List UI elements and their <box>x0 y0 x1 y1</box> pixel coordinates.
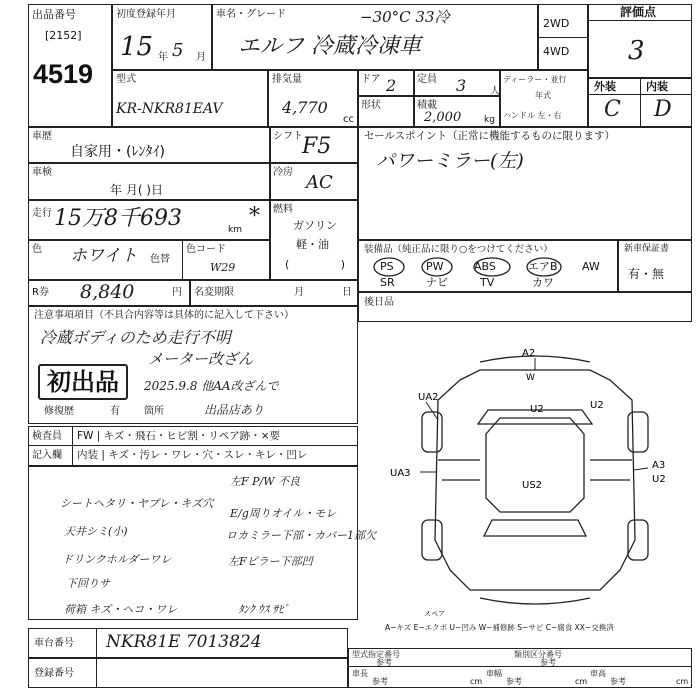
location-value: 出品店あり <box>204 403 265 417</box>
equip-sr: SR <box>380 276 395 289</box>
mark-a3: A3 <box>652 460 666 471</box>
type-cert-ref: 参考 <box>376 658 392 667</box>
cab-roof <box>486 418 584 512</box>
vehicle-diagram <box>380 340 692 620</box>
circle-pw <box>422 258 452 276</box>
damage-legend: A−キズ E−エクボ U−凹み W−補修跡 S−サビ C−腐食 XX−交換済 <box>385 623 614 632</box>
mileage-label: 走行 <box>32 208 52 219</box>
model-label: 型式 <box>116 74 136 85</box>
score-label: 評価点 <box>620 5 657 19</box>
mark-ua2: UA2 <box>418 392 439 403</box>
drive-2wd: 2WD <box>543 17 570 30</box>
notes-label: 注意事項項目（不具合内容等は具体的に記入して下さい） <box>34 310 294 321</box>
later-label: 後日品 <box>364 297 394 308</box>
recycle-label: R券 <box>32 287 49 298</box>
inspection-label: 車検 <box>32 167 52 178</box>
height-label: 車高 <box>590 669 606 678</box>
inspection-text: 年 月( )日 <box>110 183 163 197</box>
disp-unit: cc <box>343 114 354 125</box>
warranty-value: 有・無 <box>628 267 665 281</box>
dealer-label: ディーラー・並行 <box>503 75 567 84</box>
wheel-rl <box>422 520 442 560</box>
comment-4: 天井シミ(小) <box>64 525 128 538</box>
seats-value: 3 <box>456 76 467 95</box>
entry-label: 記入欄 <box>32 450 62 461</box>
notes-date-line: 2025.9.8 他AA改ざんで <box>144 379 279 393</box>
mark-u2-c: U2 <box>652 474 666 485</box>
class-label: 類別区分番号 <box>514 650 562 659</box>
handle-label: ハンドル 左・右 <box>503 111 562 120</box>
ext-value: C <box>604 97 621 122</box>
model-value: KR-NKR81EAV <box>116 101 223 117</box>
load-value: 2,000 <box>424 110 462 125</box>
aircon-value: AC <box>306 172 333 193</box>
equip-abs: ABS <box>474 260 496 273</box>
length-label: 車長 <box>352 669 368 678</box>
equip-leather: カワ <box>532 276 554 289</box>
later-box <box>358 292 692 322</box>
reg-label: 登録番号 <box>34 668 74 679</box>
disp-label: 排気量 <box>272 74 302 85</box>
seats-label: 定員 <box>417 74 437 85</box>
doors-value: 2 <box>386 76 397 95</box>
fuel-other-paren: ( ) <box>285 258 345 271</box>
history-label: 車歴 <box>32 131 52 142</box>
shift-value: F5 <box>302 134 332 159</box>
sales-box <box>358 127 692 240</box>
circle-abs <box>474 258 510 276</box>
name-change-label: 名変期限 <box>194 287 234 298</box>
comments-box <box>28 466 358 620</box>
mark-ua3: UA3 <box>390 468 411 479</box>
comment-1: 左F P/W 不良 <box>230 475 301 488</box>
location-label: 箇所 <box>144 406 164 417</box>
width-cm: cm <box>575 677 588 686</box>
shift-label: シフト <box>273 131 303 142</box>
class-ref: 参考 <box>540 658 556 667</box>
aircon-label: 冷房 <box>273 167 293 178</box>
warranty-label: 新車保証書 <box>624 244 670 254</box>
month-unit: 月 <box>196 52 206 63</box>
seats-unit: 人 <box>490 86 500 97</box>
comment-8: 下回りサ <box>66 577 110 590</box>
equip-navi: ナビ <box>426 276 448 289</box>
name-grade-note: −30°C 33冷 <box>360 8 450 26</box>
year-type-label: 年式 <box>535 91 551 100</box>
repair-label: 修復歴 <box>44 406 74 417</box>
load-unit: kg <box>484 115 495 125</box>
leader-ua2 <box>426 402 438 420</box>
name-grade-label: 車名・グレード <box>216 9 286 20</box>
comment-2: シートヘタリ・ヤブレ・キズ穴 <box>60 497 214 510</box>
recycle-value: 8,840 <box>80 281 135 303</box>
recycle-unit: 円 <box>172 287 182 298</box>
sales-label: セールスポイント（正常に機能するものに限ります） <box>364 130 616 142</box>
equip-tv: TV <box>480 276 495 289</box>
int-label: 内装 <box>646 80 668 93</box>
rear-bumper <box>480 598 590 604</box>
equip-label: 装備品（純正品に限り○をつけてください） <box>364 244 553 255</box>
repair-value: 有 <box>110 406 120 417</box>
mark-w: W <box>526 373 535 383</box>
inspector-row1: FW | キズ・飛石・ヒビ割・リペア跡・×要 <box>77 430 281 442</box>
wheel-fl <box>422 412 442 452</box>
equip-pw: PW <box>426 260 444 273</box>
comment-6: ドリンクホルダーワレ <box>62 553 172 566</box>
color-change-label: 色替 <box>150 254 170 265</box>
name-change-day: 日 <box>342 287 352 298</box>
height-ref: 参考 <box>610 677 626 686</box>
lot-label: 出品番号 <box>32 8 76 21</box>
first-reg-year: 15 <box>120 32 154 62</box>
comment-10: ﾀﾝｸ ｳｽ ｻﾋﾞ <box>238 603 289 616</box>
score-value: 3 <box>628 36 645 66</box>
mark-us2: US2 <box>522 480 543 491</box>
name-change-month: 月 <box>294 287 304 298</box>
mileage-mark: * <box>249 204 260 229</box>
comment-9: 荷箱 キズ・ヘコ・ワレ <box>64 603 178 616</box>
shape-label: 形状 <box>361 100 381 111</box>
notes-line1: 冷蔵ボディのため走行不明 <box>40 328 231 347</box>
color-box <box>28 240 270 280</box>
ext-label: 外装 <box>594 80 616 93</box>
doors-label: ドア <box>361 74 381 85</box>
width-label: 車幅 <box>486 669 502 678</box>
year-unit: 年 <box>158 52 168 63</box>
color-code-value: W29 <box>210 261 236 274</box>
equip-ps: PS <box>380 260 394 273</box>
spare-label: スペア <box>424 610 445 618</box>
mileage-unit: km <box>228 225 242 235</box>
comment-3: E/g周りオイル・モレ <box>230 507 337 520</box>
first-reg-month: 5 <box>172 40 184 61</box>
inspector-row2: 内装 | キズ・汚レ・ワレ・穴・スレ・キレ・凹レ <box>77 449 308 461</box>
int-value: D <box>654 97 672 122</box>
fuel-label: 燃料 <box>273 204 293 215</box>
sales-value: パワーミラー(左) <box>376 150 524 172</box>
height-cm: cm <box>676 677 689 686</box>
fuel-gas: ガソリン <box>293 219 337 232</box>
fuel-diesel: 軽・油 <box>296 238 329 251</box>
length-cm: cm <box>470 677 483 686</box>
notes-line2: メーター改ざん <box>148 350 254 368</box>
reg-box <box>28 658 348 688</box>
rear-window <box>484 520 586 536</box>
equip-circles <box>358 240 618 292</box>
color-label: 色 <box>32 244 42 255</box>
inspector-label: 検査員 <box>32 431 62 442</box>
length-ref: 参考 <box>372 677 388 686</box>
equip-airbag: エアB <box>528 260 558 273</box>
circle-ps <box>374 258 404 276</box>
history-value: 自家用・(ﾚﾝﾀｲ) <box>70 144 165 160</box>
first-reg-label: 初度登録年月 <box>116 9 176 20</box>
circle-airbag <box>527 258 561 276</box>
chassis-value: NKR81E 7013824 <box>106 632 262 652</box>
name-grade-value: エルフ 冷蔵冷凍車 <box>238 34 421 59</box>
mark-u2-a: U2 <box>530 404 544 415</box>
width-ref: 参考 <box>506 677 522 686</box>
mark-u2-b: U2 <box>590 400 604 411</box>
lot-number: 4519 <box>33 59 94 89</box>
mileage-value: 15万8千693 <box>54 206 182 231</box>
disp-value: 4,770 <box>282 98 328 117</box>
comment-5: ロカミラー下部・カバー1部欠 <box>226 529 376 542</box>
color-value: ホワイト <box>70 246 138 266</box>
load-label: 積載 <box>417 100 437 111</box>
lot-sub: [2152] <box>45 29 82 42</box>
wheel-fr <box>628 412 648 452</box>
color-code-label: 色コード <box>186 244 226 255</box>
first-listing-stamp: 初出品 <box>38 364 128 400</box>
type-cert-label: 型式指定番号 <box>352 650 400 659</box>
drive-4wd: 4WD <box>543 45 570 58</box>
chassis-label: 車台番号 <box>34 638 74 649</box>
wheel-rr <box>628 520 648 560</box>
leader-a3 <box>634 468 648 470</box>
mark-a2: A2 <box>522 348 536 359</box>
comment-7: 左Fピラー下部凹 <box>228 555 313 568</box>
equip-aw: AW <box>582 260 600 273</box>
